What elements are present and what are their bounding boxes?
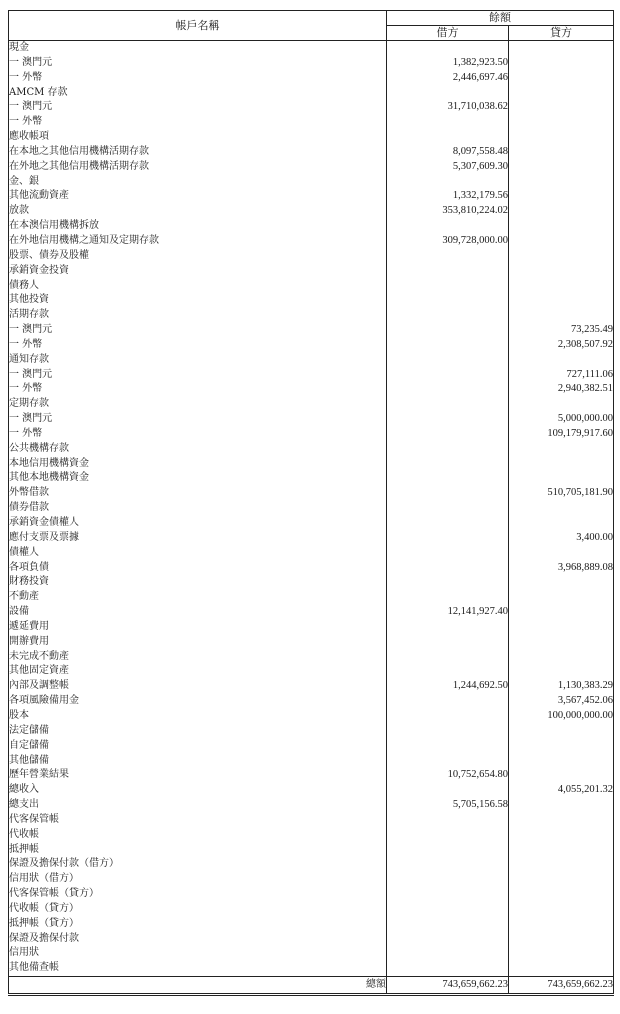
table-row <box>9 575 614 590</box>
table-row <box>9 160 614 175</box>
credit-cell <box>509 902 614 917</box>
credit-cell <box>509 145 614 160</box>
table-row <box>9 739 614 754</box>
credit-cell <box>509 516 614 531</box>
debit-cell <box>387 828 509 843</box>
account-name-cell: 抵押帳 <box>9 843 387 858</box>
account-name-cell: 開辦費用 <box>9 635 387 650</box>
credit-cell <box>509 575 614 590</box>
table-row <box>9 664 614 679</box>
account-name-cell: 股票、債券及股權 <box>9 249 387 264</box>
debit-cell <box>387 279 509 294</box>
credit-cell <box>509 650 614 665</box>
debit-cell <box>387 887 509 902</box>
table-row <box>9 783 614 798</box>
table-row <box>9 828 614 843</box>
table-row <box>9 798 614 813</box>
credit-cell <box>509 471 614 486</box>
account-name-cell: 承銷資金債權人 <box>9 516 387 531</box>
account-name-cell: 代客保管帳 <box>9 813 387 828</box>
table-row <box>9 427 614 442</box>
account-name-cell: 代收帳 <box>9 828 387 843</box>
table-row <box>9 279 614 294</box>
credit-cell <box>509 442 614 457</box>
table-row <box>9 100 614 115</box>
debit-cell: 1,244,692.50 <box>387 679 509 694</box>
debit-cell <box>387 754 509 769</box>
account-name-cell: 一 外幣 <box>9 382 387 397</box>
credit-cell <box>509 635 614 650</box>
account-name-cell: 其他固定資產 <box>9 664 387 679</box>
debit-cell <box>387 590 509 605</box>
account-name-cell: 一 澳門元 <box>9 100 387 115</box>
account-name-cell: 保證及擔保付款（借方） <box>9 857 387 872</box>
credit-cell <box>509 917 614 932</box>
account-name-cell: 歷年營業結果 <box>9 768 387 783</box>
table-row <box>9 368 614 383</box>
debit-cell <box>387 293 509 308</box>
account-name-cell: 信用狀（借方） <box>9 872 387 887</box>
debit-cell: 8,097,558.48 <box>387 145 509 160</box>
debit-cell <box>387 961 509 976</box>
account-name-cell: 外幣借款 <box>9 486 387 501</box>
account-name-cell: 內部及調整帳 <box>9 679 387 694</box>
table-row <box>9 694 614 709</box>
account-name-cell: 債權人 <box>9 546 387 561</box>
debit-cell <box>387 397 509 412</box>
credit-cell <box>509 130 614 145</box>
table-row <box>9 353 614 368</box>
table-row <box>9 234 614 249</box>
credit-cell: 73,235.49 <box>571 324 613 336</box>
credit-cell <box>509 857 614 872</box>
account-name-cell: 信用狀 <box>9 946 387 961</box>
credit-cell <box>509 664 614 679</box>
debit-cell <box>387 427 509 442</box>
account-name-cell: 保證及擔保付款 <box>9 932 387 947</box>
table-row <box>9 86 614 101</box>
debit-cell <box>387 323 509 338</box>
table-row <box>9 768 614 783</box>
account-name-cell: 本地信用機構資金 <box>9 457 387 472</box>
credit-cell <box>509 605 614 620</box>
account-name-cell: 一 外幣 <box>9 338 387 353</box>
credit-cell <box>509 160 614 175</box>
account-name-cell: 現金 <box>9 41 387 56</box>
table-row <box>9 293 614 308</box>
table-row <box>9 635 614 650</box>
credit-cell <box>509 249 614 264</box>
table-header <box>9 11 614 41</box>
table-row <box>9 679 614 694</box>
debit-cell: 1,332,179.56 <box>387 189 509 204</box>
credit-cell: 3,968,889.08 <box>557 561 613 573</box>
account-name-cell: 其他儲備 <box>9 754 387 769</box>
credit-cell <box>509 932 614 947</box>
credit-cell <box>509 457 614 472</box>
account-name-cell: 債務人 <box>9 279 387 294</box>
table-row <box>9 397 614 412</box>
total-row <box>9 977 614 995</box>
table-body <box>9 41 614 977</box>
debit-cell: 309,728,000.00 <box>387 234 509 249</box>
credit-cell <box>509 501 614 516</box>
table-row <box>9 946 614 961</box>
credit-cell <box>509 100 614 115</box>
account-name-header: 帳戶名稱 <box>9 11 387 41</box>
debit-cell <box>387 946 509 961</box>
account-name-cell: 總支出 <box>9 798 387 813</box>
debit-cell <box>387 857 509 872</box>
table-row <box>9 412 614 427</box>
table-row <box>9 650 614 665</box>
debit-cell <box>387 575 509 590</box>
credit-cell <box>509 189 614 204</box>
credit-cell: 100,000,000.00 <box>547 709 613 721</box>
account-name-cell: 遞延費用 <box>9 620 387 635</box>
account-name-cell: 自定儲備 <box>9 739 387 754</box>
debit-cell <box>387 457 509 472</box>
credit-cell <box>509 620 614 635</box>
debit-cell <box>387 561 509 576</box>
account-name-cell: 一 澳門元 <box>9 412 387 427</box>
credit-cell <box>509 739 614 754</box>
account-name-cell: 一 外幣 <box>9 71 387 86</box>
account-name-cell: 一 外幣 <box>9 115 387 130</box>
debit-cell <box>387 115 509 130</box>
credit-cell <box>509 813 614 828</box>
table-row <box>9 41 614 56</box>
account-name-cell: 代收帳（貸方） <box>9 902 387 917</box>
table-row <box>9 561 614 576</box>
credit-cell <box>509 175 614 190</box>
credit-cell: 3,400.00 <box>576 531 613 543</box>
table-row <box>9 932 614 947</box>
table-row <box>9 961 614 976</box>
debit-cell <box>387 412 509 427</box>
credit-cell <box>509 798 614 813</box>
credit-cell: 2,940,382.51 <box>557 383 613 395</box>
table-row <box>9 204 614 219</box>
debit-cell <box>387 308 509 323</box>
table-row <box>9 546 614 561</box>
account-name-cell: 通知存款 <box>9 353 387 368</box>
credit-cell <box>509 279 614 294</box>
debit-cell <box>387 368 509 383</box>
debit-cell <box>387 783 509 798</box>
debit-cell <box>387 264 509 279</box>
debit-cell <box>387 442 509 457</box>
table-row <box>9 590 614 605</box>
credit-cell: 3,567,452.06 <box>557 695 613 707</box>
credit-cell <box>509 872 614 887</box>
table-row <box>9 71 614 86</box>
account-name-cell: 財務投資 <box>9 575 387 590</box>
debit-cell: 5,705,156.58 <box>387 798 509 813</box>
credit-cell <box>509 590 614 605</box>
account-name-cell: 一 澳門元 <box>9 368 387 383</box>
total-label: 總額 <box>9 977 387 995</box>
account-name-cell: 其他備查帳 <box>9 961 387 976</box>
table-row <box>9 56 614 71</box>
table-row <box>9 219 614 234</box>
debit-cell: 353,810,224.02 <box>387 204 509 219</box>
credit-cell <box>509 754 614 769</box>
table-row <box>9 902 614 917</box>
credit-cell <box>509 724 614 739</box>
debit-cell <box>387 546 509 561</box>
table-row <box>9 457 614 472</box>
account-name-cell: 其他投資 <box>9 293 387 308</box>
table-row <box>9 887 614 902</box>
credit-cell <box>509 264 614 279</box>
debit-cell: 1,382,923.50 <box>387 56 509 71</box>
account-name-cell: 總收入 <box>9 783 387 798</box>
table-row <box>9 754 614 769</box>
debit-cell <box>387 486 509 501</box>
debit-cell: 31,710,038.62 <box>387 100 509 115</box>
table-row <box>9 605 614 620</box>
table-row <box>9 130 614 145</box>
account-name-cell: 代客保管帳（貸方） <box>9 887 387 902</box>
account-name-cell: 在本地之其他信用機構活期存款 <box>9 145 387 160</box>
table-row <box>9 382 614 397</box>
credit-cell <box>509 946 614 961</box>
total-debit: 743,659,662.23 <box>387 977 509 995</box>
credit-cell <box>509 204 614 219</box>
account-name-cell: 一 外幣 <box>9 427 387 442</box>
credit-cell: 727,111.06 <box>566 368 613 380</box>
debit-cell <box>387 531 509 546</box>
credit-cell: 1,130,383.29 <box>557 680 613 692</box>
credit-cell <box>509 86 614 101</box>
debit-cell: 5,307,609.30 <box>387 160 509 175</box>
credit-cell: 2,308,507.92 <box>557 338 613 350</box>
debit-cell <box>387 501 509 516</box>
debit-cell <box>387 175 509 190</box>
debit-cell <box>387 872 509 887</box>
credit-cell <box>509 308 614 323</box>
credit-cell <box>509 887 614 902</box>
table-row <box>9 531 614 546</box>
credit-cell <box>509 41 614 56</box>
credit-cell <box>509 234 614 249</box>
table-row <box>9 843 614 858</box>
table-row <box>9 249 614 264</box>
table-row <box>9 145 614 160</box>
debit-cell <box>387 338 509 353</box>
trial-balance-table <box>8 10 614 996</box>
debit-cell <box>387 353 509 368</box>
debit-cell <box>387 130 509 145</box>
table-row <box>9 175 614 190</box>
table-row <box>9 516 614 531</box>
table-row <box>9 323 614 338</box>
debit-header: 借方 <box>387 26 509 41</box>
credit-cell <box>509 71 614 86</box>
account-name-cell: 一 澳門元 <box>9 56 387 71</box>
table-footer <box>9 977 614 995</box>
credit-cell <box>509 843 614 858</box>
total-credit: 743,659,662.23 <box>509 977 614 995</box>
credit-cell <box>509 546 614 561</box>
account-name-cell: 應付支票及票據 <box>9 531 387 546</box>
table-row <box>9 709 614 724</box>
account-name-cell: 未完成不動產 <box>9 650 387 665</box>
debit-cell <box>387 516 509 531</box>
debit-cell <box>387 41 509 56</box>
account-name-cell: 金、銀 <box>9 175 387 190</box>
account-name-cell: 一 澳門元 <box>9 323 387 338</box>
debit-cell <box>387 709 509 724</box>
debit-cell <box>387 917 509 932</box>
credit-cell <box>509 353 614 368</box>
account-name-cell: 在外地之其他信用機構活期存款 <box>9 160 387 175</box>
table-row <box>9 872 614 887</box>
debit-cell <box>387 843 509 858</box>
account-name-cell: 各項負債 <box>9 561 387 576</box>
debit-cell <box>387 739 509 754</box>
credit-cell <box>509 56 614 71</box>
table-row <box>9 338 614 353</box>
debit-cell <box>387 813 509 828</box>
credit-header: 貸方 <box>509 26 614 41</box>
account-name-cell: 在本澳信用機構拆放 <box>9 219 387 234</box>
debit-cell <box>387 635 509 650</box>
account-name-cell: 各項風險備用金 <box>9 694 387 709</box>
account-name-cell: 在外地信用機構之通知及定期存款 <box>9 234 387 249</box>
table-row <box>9 813 614 828</box>
debit-cell <box>387 932 509 947</box>
table-row <box>9 115 614 130</box>
account-name-cell: 設備 <box>9 605 387 620</box>
table-row <box>9 189 614 204</box>
credit-cell: 4,055,201.32 <box>557 784 613 796</box>
account-name-cell: 股本 <box>9 709 387 724</box>
account-name-cell: 其他流動資產 <box>9 189 387 204</box>
table-row <box>9 442 614 457</box>
table-row <box>9 620 614 635</box>
table-row <box>9 471 614 486</box>
debit-cell <box>387 86 509 101</box>
account-name-cell: 法定儲備 <box>9 724 387 739</box>
credit-cell: 109,179,917.60 <box>547 427 613 439</box>
table-row <box>9 308 614 323</box>
debit-cell <box>387 902 509 917</box>
credit-cell <box>509 293 614 308</box>
debit-cell <box>387 382 509 397</box>
table-row <box>9 486 614 501</box>
account-name-cell: 應收帳項 <box>9 130 387 145</box>
debit-cell <box>387 219 509 234</box>
balance-header: 餘額 <box>387 11 614 26</box>
credit-cell <box>509 828 614 843</box>
credit-cell <box>509 397 614 412</box>
account-name-cell: 放款 <box>9 204 387 219</box>
debit-cell <box>387 249 509 264</box>
debit-cell <box>387 724 509 739</box>
debit-cell <box>387 694 509 709</box>
credit-cell: 510,705,181.90 <box>547 487 613 499</box>
account-name-cell: 其他本地機構資金 <box>9 471 387 486</box>
debit-cell <box>387 620 509 635</box>
debit-cell <box>387 471 509 486</box>
debit-cell: 2,446,697.46 <box>387 71 509 86</box>
account-name-cell: 抵押帳（貸方） <box>9 917 387 932</box>
table-row <box>9 857 614 872</box>
credit-cell: 5,000,000.00 <box>557 413 613 425</box>
table-row <box>9 264 614 279</box>
account-name-cell: 活期存款 <box>9 308 387 323</box>
credit-cell <box>509 961 614 976</box>
debit-cell: 10,752,654.80 <box>387 768 509 783</box>
table-row <box>9 917 614 932</box>
table-row <box>9 724 614 739</box>
debit-cell: 12,141,927.40 <box>387 605 509 620</box>
credit-cell <box>509 768 614 783</box>
account-name-cell: 不動產 <box>9 590 387 605</box>
table-row <box>9 501 614 516</box>
debit-cell <box>387 650 509 665</box>
account-name-cell: 債券借款 <box>9 501 387 516</box>
account-name-cell: 定期存款 <box>9 397 387 412</box>
account-name-cell: 承銷資金投資 <box>9 264 387 279</box>
account-name-cell: 公共機構存款 <box>9 442 387 457</box>
account-name-cell: AMCM 存款 <box>9 86 387 101</box>
credit-cell <box>509 219 614 234</box>
debit-cell <box>387 664 509 679</box>
credit-cell <box>509 115 614 130</box>
